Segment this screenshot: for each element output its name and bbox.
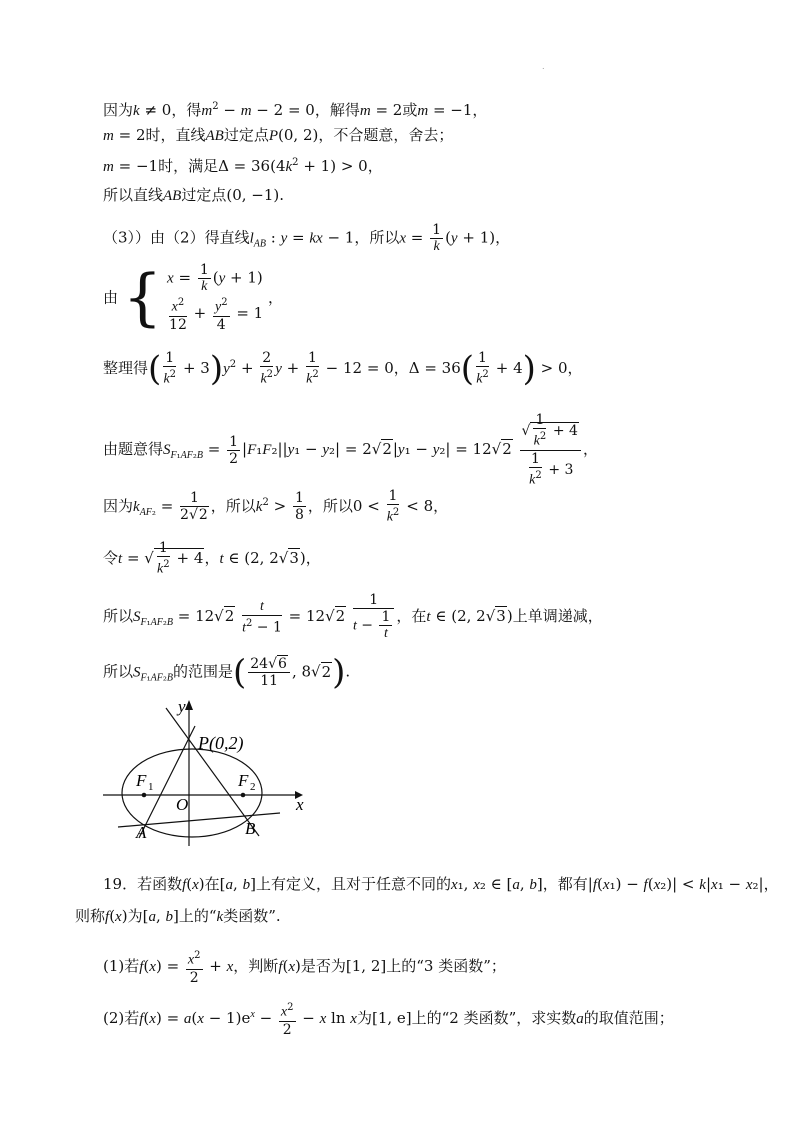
solution-line-10: 令t = √ $\frac{1}{k^2}$ + 4，t ∈ (2, 2√3)，	[103, 540, 321, 577]
solution-line-7: 整理得( $\frac{1}{k^2}$ + $3)y^2$ + $\frac{2}{k^2}$ y + $\frac{1}{k^2}$ − 12 = 0，Δ = 36( $\frac{1}{k^2}$ + 4) > 0，	[103, 348, 583, 389]
solution-line-4: 所以直线AB过定点(0, −1).	[103, 186, 285, 204]
page-dot: .	[542, 62, 545, 71]
solution-line-1: 因为k ≠ 0，得$m^2 - m - 2 = 0$，解得m = 2或m = −1，	[103, 101, 488, 119]
q19-line-2: 则称f(x)为[a, b]上的“k类函数”.	[75, 907, 281, 925]
focus-f1	[142, 793, 147, 798]
origin-label: O	[176, 795, 189, 814]
point-p-label: P(0,2)	[198, 733, 244, 753]
solution-line-11: 所以$S_{F_1AF_2B} = 12√2$ $\frac{t}{t^2 - 1}$ = 12√2 1 t − $\frac{1}{t}$ ，在t ∈ (2, 2√3)上单调递减，	[103, 592, 603, 641]
solution-line-12: 所以$S_{F_1AF_2B}$的范围是( $\frac{24√6}{11}$ , 8√2).	[103, 652, 351, 693]
f2-subscript: 2	[250, 781, 256, 793]
point-b-label: B	[245, 819, 256, 838]
q19-sub-1: (1)若f(x) = $\frac{x^2}{2}$ + x，判断f(x)是否为[1, 2]上的“3 类函数”；	[103, 950, 506, 986]
ellipse-graph	[100, 698, 320, 848]
solution-line-6: 由 { x = $\frac{1}{k}$ (y + 1) $\frac{x^2}{12}$ + $\frac{y^2}{4}$ = 1 ，	[103, 260, 284, 334]
focus-f2	[241, 793, 246, 798]
solution-line-3: m = −1时，满足$\Delta = 36(4k^2 + 1) > 0$，	[103, 157, 383, 175]
y-label: y	[178, 698, 186, 716]
solution-line-2: m = 2时，直线AB过定点P(0, 2)，不合题意，舍去；	[103, 126, 454, 144]
q19-line-1: 19．若函数f(x)在[a, b]上有定义，且对于任意不同的x₁, x₂ ∈ [a, b]，都有|f(x₁) − f(x₂)| < k|x₁ − x₂|，	[103, 875, 779, 893]
q19-sub-2: (2)若$f(x) = a(x - 1)e^x$ − $\frac{x^2}{2}$ − x ln x为[1, e]上的“2 类函数”，求实数a的取值范围；	[103, 1002, 674, 1038]
f1-subscript: 1	[148, 781, 154, 793]
x-label: x	[296, 795, 304, 814]
f1-label: F	[136, 771, 147, 790]
solution-line-9: 因为$k_{AF_2}$ = $\frac{1}{2√2}$ ，所以$k^2$ > $\frac{1}{8}$ ，所以0 < $\frac{1}{k^2}$ < 8，	[103, 488, 449, 525]
point-a-label: A	[136, 823, 147, 842]
y-axis-arrow	[185, 700, 193, 710]
solution-line-5: （3））由（2）得直线$l_{AB}$ : y = kx − 1，所以x = $\frac{1}{k}$ (y + 1)，	[103, 222, 511, 254]
f2-label: F	[238, 771, 249, 790]
solution-line-8: 由题意得$S_{F_1AF_2B}$ = $\frac{1}{2}$ |F₁F₂||y₁ − y₂| = 2√2|y₁ − y₂| = 12√2 √ $\frac{1}{k^2}$ + 4 $\frac{1}{k^2}$ + 3 ，	[103, 412, 598, 488]
